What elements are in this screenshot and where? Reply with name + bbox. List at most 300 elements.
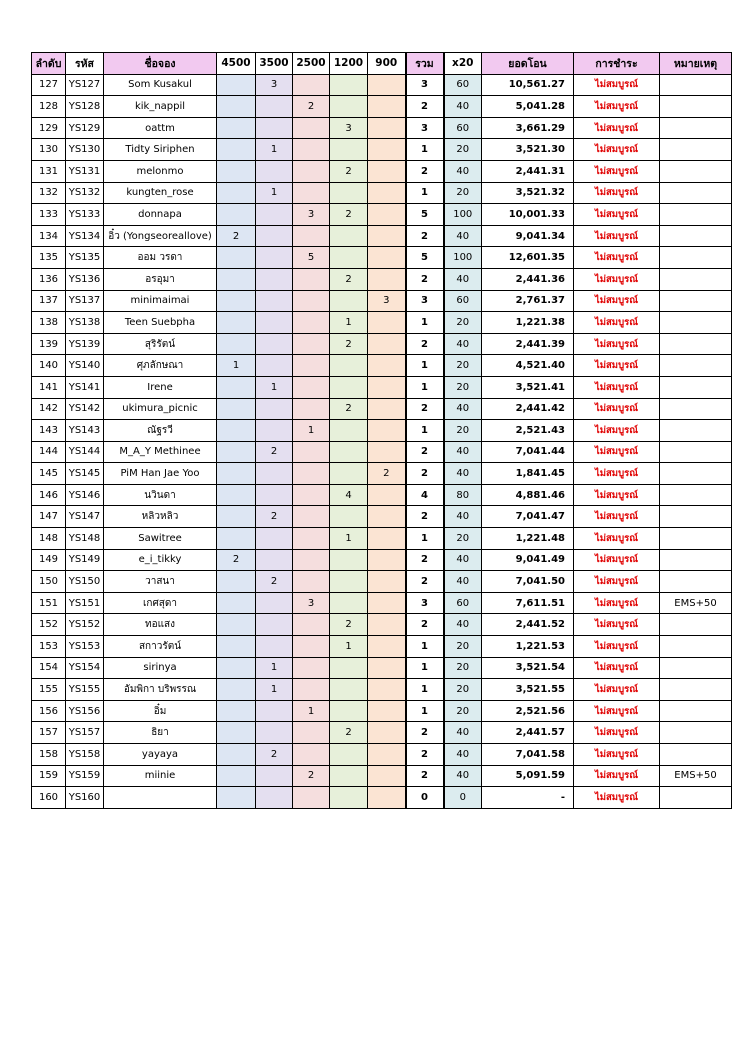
qty-4500	[217, 722, 256, 744]
row-code: YS144	[66, 441, 104, 463]
row-amount: 4,521.40	[482, 355, 574, 377]
qty-3500	[256, 722, 293, 744]
row-total: 2	[406, 549, 444, 571]
qty-4500	[217, 441, 256, 463]
qty-900	[368, 506, 406, 528]
qty-4500	[217, 614, 256, 636]
row-note: EMS+50	[660, 765, 732, 787]
row-amount: 3,521.54	[482, 657, 574, 679]
table-row	[32, 571, 732, 593]
row-total: 2	[406, 333, 444, 355]
table-row	[32, 765, 732, 787]
qty-1200	[330, 506, 368, 528]
qty-4500	[217, 247, 256, 269]
row-payment-status: ไม่สมบูรณ์	[574, 182, 660, 204]
row-total: 2	[406, 398, 444, 420]
row-code: YS152	[66, 614, 104, 636]
table-row	[32, 290, 732, 312]
qty-4500	[217, 290, 256, 312]
row-x20: 40	[444, 765, 482, 787]
header-code: รหัส	[66, 53, 104, 75]
table-row	[32, 247, 732, 269]
qty-900	[368, 765, 406, 787]
row-amount: 12,601.35	[482, 247, 574, 269]
row-note	[660, 312, 732, 334]
qty-900	[368, 592, 406, 614]
row-index: 155	[32, 679, 66, 701]
qty-4500: 1	[217, 355, 256, 377]
qty-900	[368, 700, 406, 722]
qty-900	[368, 614, 406, 636]
row-name: kik_nappil	[104, 96, 217, 118]
row-index: 147	[32, 506, 66, 528]
qty-4500	[217, 484, 256, 506]
qty-3500: 1	[256, 139, 293, 161]
row-amount: 3,521.55	[482, 679, 574, 701]
qty-3500	[256, 160, 293, 182]
row-total: 1	[406, 528, 444, 550]
qty-900	[368, 312, 406, 334]
row-index: 156	[32, 700, 66, 722]
row-code: YS157	[66, 722, 104, 744]
row-amount: 3,521.30	[482, 139, 574, 161]
row-payment-status: ไม่สมบูรณ์	[574, 333, 660, 355]
row-index: 157	[32, 722, 66, 744]
row-amount: 3,521.32	[482, 182, 574, 204]
row-x20: 20	[444, 679, 482, 701]
qty-2500	[293, 160, 330, 182]
row-name: yayaya	[104, 744, 217, 766]
row-note	[660, 571, 732, 593]
table-row	[32, 312, 732, 334]
row-amount: 3,521.41	[482, 376, 574, 398]
row-code: YS133	[66, 204, 104, 226]
row-note	[660, 96, 732, 118]
table-row	[32, 333, 732, 355]
row-name: M_A_Y Methinee	[104, 441, 217, 463]
row-amount: -	[482, 787, 574, 809]
qty-2500	[293, 744, 330, 766]
table-row	[32, 74, 732, 96]
row-index: 160	[32, 787, 66, 809]
table-row	[32, 528, 732, 550]
qty-2500	[293, 225, 330, 247]
row-code: YS145	[66, 463, 104, 485]
row-payment-status: ไม่สมบูรณ์	[574, 398, 660, 420]
qty-2500	[293, 614, 330, 636]
row-amount: 10,001.33	[482, 204, 574, 226]
qty-3500: 1	[256, 657, 293, 679]
row-code: YS138	[66, 312, 104, 334]
row-name: e_i_tikky	[104, 549, 217, 571]
header-amount: ยอดโอน	[482, 53, 574, 75]
row-total: 4	[406, 484, 444, 506]
qty-900	[368, 268, 406, 290]
row-x20: 20	[444, 139, 482, 161]
qty-4500: 2	[217, 549, 256, 571]
row-name: อิ๋ว (Yongseoreallove)	[104, 225, 217, 247]
row-name: ukimura_picnic	[104, 398, 217, 420]
row-x20: 40	[444, 722, 482, 744]
qty-2500: 3	[293, 592, 330, 614]
row-payment-status: ไม่สมบูรณ์	[574, 225, 660, 247]
row-total: 2	[406, 268, 444, 290]
row-amount: 5,041.28	[482, 96, 574, 118]
row-code: YS147	[66, 506, 104, 528]
qty-3500: 2	[256, 571, 293, 593]
table-row	[32, 679, 732, 701]
row-name: ณัฐรวี	[104, 420, 217, 442]
row-payment-status: ไม่สมบูรณ์	[574, 549, 660, 571]
row-code: YS129	[66, 117, 104, 139]
row-name: อัมพิกา บริพรรณ	[104, 679, 217, 701]
header-2500: 2500	[293, 53, 330, 75]
row-x20: 20	[444, 700, 482, 722]
row-payment-status: ไม่สมบูรณ์	[574, 204, 660, 226]
qty-3500	[256, 290, 293, 312]
row-amount: 7,041.47	[482, 506, 574, 528]
row-total: 2	[406, 506, 444, 528]
qty-2500	[293, 355, 330, 377]
qty-900	[368, 571, 406, 593]
row-amount: 2,521.56	[482, 700, 574, 722]
qty-3500	[256, 312, 293, 334]
row-x20: 80	[444, 484, 482, 506]
row-name: สกาวรัตน์	[104, 636, 217, 658]
row-note	[660, 204, 732, 226]
qty-900	[368, 549, 406, 571]
row-note	[660, 679, 732, 701]
row-index: 127	[32, 74, 66, 96]
qty-2500	[293, 74, 330, 96]
table-row	[32, 376, 732, 398]
row-note	[660, 657, 732, 679]
qty-4500	[217, 74, 256, 96]
qty-1200	[330, 657, 368, 679]
row-total: 2	[406, 441, 444, 463]
row-payment-status: ไม่สมบูรณ์	[574, 528, 660, 550]
table-row	[32, 636, 732, 658]
table-row	[32, 700, 732, 722]
qty-3500	[256, 117, 293, 139]
qty-1200: 1	[330, 636, 368, 658]
row-code: YS128	[66, 96, 104, 118]
row-payment-status: ไม่สมบูรณ์	[574, 463, 660, 485]
row-amount: 1,841.45	[482, 463, 574, 485]
row-total: 2	[406, 225, 444, 247]
qty-4500	[217, 744, 256, 766]
header-row	[32, 53, 732, 75]
table-row	[32, 225, 732, 247]
row-amount: 1,221.38	[482, 312, 574, 334]
row-total: 3	[406, 290, 444, 312]
header-payment: การชำระ	[574, 53, 660, 75]
qty-1200: 1	[330, 312, 368, 334]
qty-3500	[256, 592, 293, 614]
row-total: 1	[406, 355, 444, 377]
row-amount: 2,441.31	[482, 160, 574, 182]
row-name: Sawitree	[104, 528, 217, 550]
qty-2500: 1	[293, 420, 330, 442]
qty-900	[368, 376, 406, 398]
row-note	[660, 636, 732, 658]
row-code: YS137	[66, 290, 104, 312]
row-name: minimaimai	[104, 290, 217, 312]
header-index: ลำดับ	[32, 53, 66, 75]
qty-1200: 2	[330, 204, 368, 226]
row-total: 2	[406, 744, 444, 766]
row-amount: 5,091.59	[482, 765, 574, 787]
row-name: ทอแสง	[104, 614, 217, 636]
row-name: อรอุมา	[104, 268, 217, 290]
table-row	[32, 117, 732, 139]
row-amount: 2,761.37	[482, 290, 574, 312]
row-index: 137	[32, 290, 66, 312]
qty-4500	[217, 679, 256, 701]
row-name: เกศสุดา	[104, 592, 217, 614]
row-amount: 7,041.44	[482, 441, 574, 463]
row-code: YS134	[66, 225, 104, 247]
row-total: 2	[406, 722, 444, 744]
qty-2500	[293, 333, 330, 355]
row-code: YS136	[66, 268, 104, 290]
qty-1200	[330, 96, 368, 118]
row-index: 134	[32, 225, 66, 247]
table-row	[32, 355, 732, 377]
row-amount: 2,441.42	[482, 398, 574, 420]
row-total: 2	[406, 160, 444, 182]
row-note	[660, 549, 732, 571]
header-900: 900	[368, 53, 406, 75]
table-row	[32, 160, 732, 182]
qty-2500	[293, 376, 330, 398]
row-amount: 9,041.34	[482, 225, 574, 247]
qty-4500	[217, 700, 256, 722]
qty-4500	[217, 376, 256, 398]
table-row	[32, 441, 732, 463]
row-index: 136	[32, 268, 66, 290]
row-payment-status: ไม่สมบูรณ์	[574, 312, 660, 334]
qty-4500	[217, 268, 256, 290]
row-payment-status: ไม่สมบูรณ์	[574, 420, 660, 442]
qty-1200: 2	[330, 333, 368, 355]
qty-900	[368, 744, 406, 766]
row-note	[660, 420, 732, 442]
qty-2500	[293, 636, 330, 658]
qty-1200	[330, 355, 368, 377]
qty-1200	[330, 376, 368, 398]
row-payment-status: ไม่สมบูรณ์	[574, 117, 660, 139]
header-4500: 4500	[217, 53, 256, 75]
qty-1200	[330, 679, 368, 701]
order-table	[31, 52, 732, 809]
qty-1200	[330, 463, 368, 485]
row-note	[660, 333, 732, 355]
qty-3500	[256, 225, 293, 247]
row-name: donnapa	[104, 204, 217, 226]
qty-2500	[293, 787, 330, 809]
row-note: EMS+50	[660, 592, 732, 614]
qty-4500	[217, 506, 256, 528]
qty-4500	[217, 636, 256, 658]
qty-4500	[217, 528, 256, 550]
qty-1200: 2	[330, 160, 368, 182]
row-code: YS139	[66, 333, 104, 355]
qty-900	[368, 182, 406, 204]
qty-2500	[293, 506, 330, 528]
row-code: YS153	[66, 636, 104, 658]
qty-900	[368, 636, 406, 658]
row-name: miinie	[104, 765, 217, 787]
row-note	[660, 139, 732, 161]
row-x20: 20	[444, 182, 482, 204]
table-row	[32, 463, 732, 485]
row-note	[660, 441, 732, 463]
qty-4500	[217, 96, 256, 118]
qty-2500	[293, 679, 330, 701]
qty-3500	[256, 549, 293, 571]
qty-4500	[217, 204, 256, 226]
row-x20: 20	[444, 528, 482, 550]
qty-1200	[330, 247, 368, 269]
row-total: 1	[406, 420, 444, 442]
row-index: 146	[32, 484, 66, 506]
row-code: YS135	[66, 247, 104, 269]
order-sheet	[31, 52, 732, 809]
row-payment-status: ไม่สมบูรณ์	[574, 679, 660, 701]
qty-1200	[330, 420, 368, 442]
qty-2500	[293, 139, 330, 161]
qty-4500	[217, 117, 256, 139]
table-row	[32, 592, 732, 614]
row-payment-status: ไม่สมบูรณ์	[574, 355, 660, 377]
qty-4500	[217, 765, 256, 787]
row-code: YS156	[66, 700, 104, 722]
qty-2500	[293, 549, 330, 571]
row-index: 145	[32, 463, 66, 485]
row-amount: 2,441.52	[482, 614, 574, 636]
row-name: สุริรัตน์	[104, 333, 217, 355]
row-index: 128	[32, 96, 66, 118]
row-index: 159	[32, 765, 66, 787]
qty-2500	[293, 268, 330, 290]
qty-3500	[256, 355, 293, 377]
qty-900	[368, 204, 406, 226]
row-payment-status: ไม่สมบูรณ์	[574, 441, 660, 463]
row-x20: 40	[444, 160, 482, 182]
row-index: 131	[32, 160, 66, 182]
row-x20: 60	[444, 117, 482, 139]
qty-4500	[217, 592, 256, 614]
row-payment-status: ไม่สมบูรณ์	[574, 96, 660, 118]
row-total: 1	[406, 700, 444, 722]
qty-1200	[330, 225, 368, 247]
row-payment-status: ไม่สมบูรณ์	[574, 657, 660, 679]
row-note	[660, 528, 732, 550]
row-index: 152	[32, 614, 66, 636]
row-payment-status: ไม่สมบูรณ์	[574, 592, 660, 614]
row-payment-status: ไม่สมบูรณ์	[574, 160, 660, 182]
row-code: YS150	[66, 571, 104, 593]
row-code: YS142	[66, 398, 104, 420]
qty-3500	[256, 204, 293, 226]
row-payment-status: ไม่สมบูรณ์	[574, 700, 660, 722]
table-row	[32, 549, 732, 571]
row-code: YS141	[66, 376, 104, 398]
qty-4500	[217, 312, 256, 334]
row-code: YS149	[66, 549, 104, 571]
header-total: รวม	[406, 53, 444, 75]
row-payment-status: ไม่สมบูรณ์	[574, 290, 660, 312]
row-code: YS127	[66, 74, 104, 96]
row-x20: 40	[444, 268, 482, 290]
table-row	[32, 484, 732, 506]
qty-900	[368, 333, 406, 355]
qty-3500	[256, 333, 293, 355]
qty-900	[368, 441, 406, 463]
table-row	[32, 657, 732, 679]
qty-1200: 1	[330, 528, 368, 550]
qty-1200: 4	[330, 484, 368, 506]
row-name: อิ๋ม	[104, 700, 217, 722]
qty-1200: 2	[330, 268, 368, 290]
row-x20: 0	[444, 787, 482, 809]
table-row	[32, 744, 732, 766]
row-x20: 40	[444, 744, 482, 766]
row-amount: 3,661.29	[482, 117, 574, 139]
row-index: 142	[32, 398, 66, 420]
qty-2500	[293, 398, 330, 420]
row-payment-status: ไม่สมบูรณ์	[574, 571, 660, 593]
qty-1200	[330, 700, 368, 722]
qty-3500	[256, 528, 293, 550]
qty-3500	[256, 420, 293, 442]
qty-3500	[256, 484, 293, 506]
table-row	[32, 722, 732, 744]
qty-3500	[256, 636, 293, 658]
qty-900	[368, 247, 406, 269]
row-total: 2	[406, 463, 444, 485]
qty-2500: 2	[293, 96, 330, 118]
row-name: Teen Suebpha	[104, 312, 217, 334]
qty-3500: 1	[256, 376, 293, 398]
qty-3500: 2	[256, 506, 293, 528]
row-payment-status: ไม่สมบูรณ์	[574, 247, 660, 269]
table-row	[32, 614, 732, 636]
row-index: 154	[32, 657, 66, 679]
qty-4500	[217, 463, 256, 485]
row-x20: 40	[444, 225, 482, 247]
row-amount: 2,441.57	[482, 722, 574, 744]
table-row	[32, 268, 732, 290]
qty-3500: 1	[256, 182, 293, 204]
row-total: 1	[406, 679, 444, 701]
row-name: sirinya	[104, 657, 217, 679]
row-index: 153	[32, 636, 66, 658]
row-index: 133	[32, 204, 66, 226]
row-payment-status: ไม่สมบูรณ์	[574, 506, 660, 528]
row-index: 135	[32, 247, 66, 269]
header-x20: x20	[444, 53, 482, 75]
row-index: 139	[32, 333, 66, 355]
qty-2500	[293, 117, 330, 139]
row-x20: 40	[444, 333, 482, 355]
row-total: 1	[406, 139, 444, 161]
qty-3500: 2	[256, 441, 293, 463]
row-x20: 100	[444, 247, 482, 269]
qty-3500	[256, 700, 293, 722]
row-index: 140	[32, 355, 66, 377]
